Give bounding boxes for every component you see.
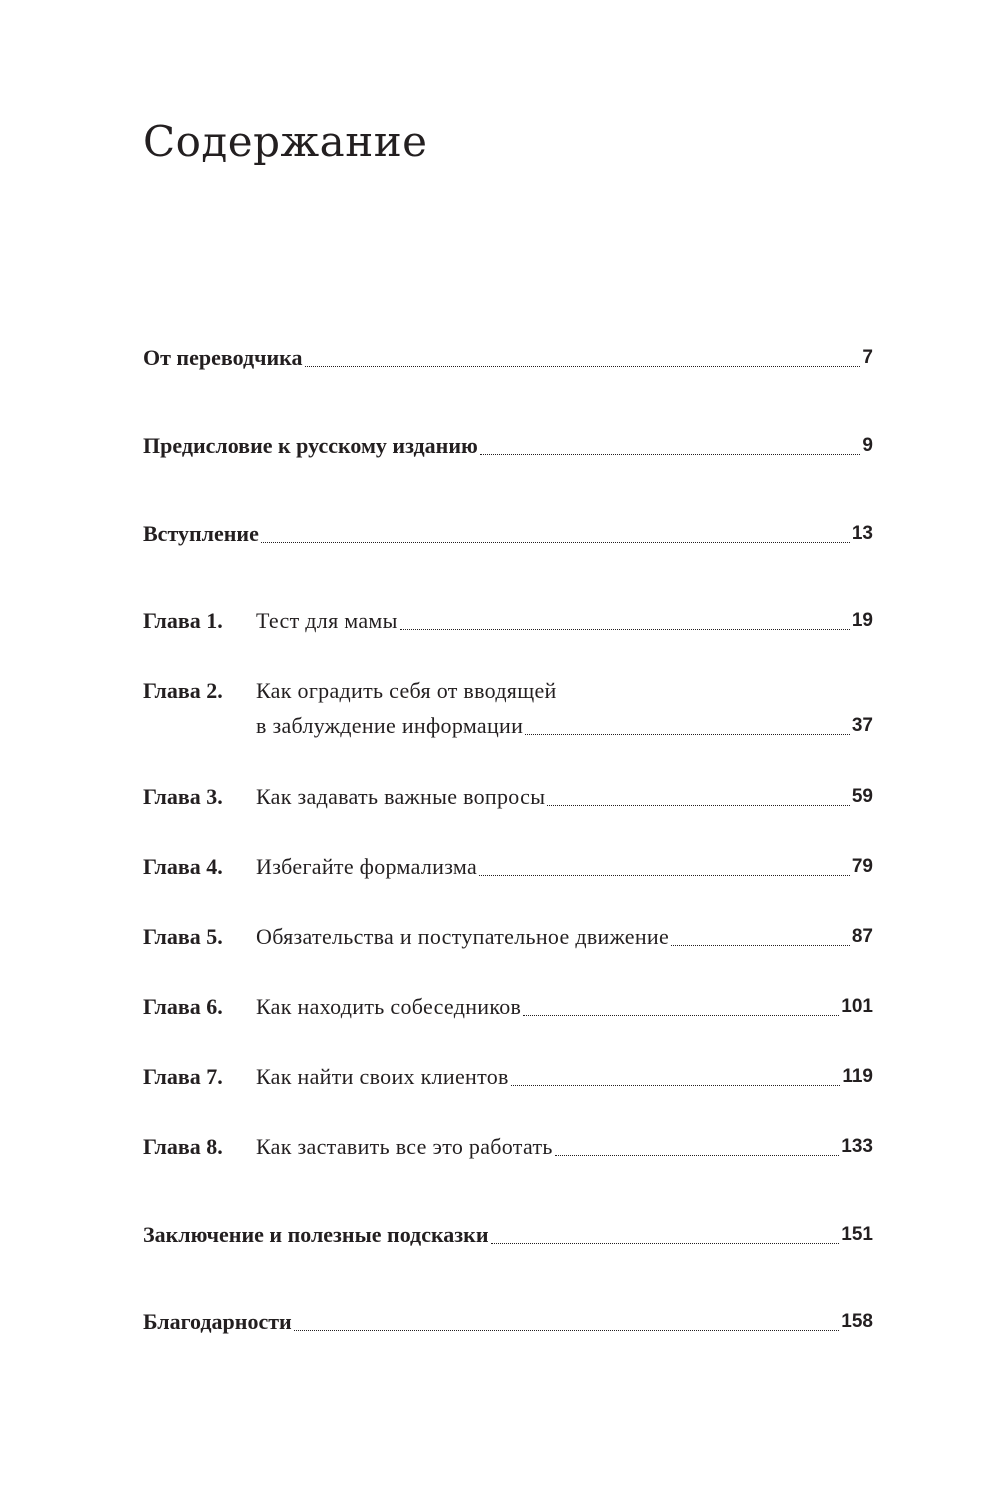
toc-entry-title: Как заставить все это работать — [256, 1134, 553, 1159]
chapter-label: Глава 1. — [143, 608, 223, 633]
chapter-label: Глава 2. — [143, 678, 223, 703]
toc-entry-title: Как находить собеседников — [256, 994, 522, 1019]
toc-entry-title: Как задавать важные вопросы — [256, 784, 546, 809]
toc-entry-chapter-4[interactable] — [143, 852, 873, 882]
dot-leader — [511, 1085, 841, 1086]
toc-entry-title-block — [256, 676, 873, 741]
dot-leader — [491, 1243, 840, 1244]
dot-leader — [555, 1155, 840, 1156]
toc-entry-thanks[interactable] — [143, 1307, 873, 1337]
toc-page-number: 13 — [851, 523, 873, 544]
chapter-label: Глава 5. — [143, 924, 223, 949]
toc-entry-title: Как найти своих клиентов — [256, 1064, 509, 1089]
toc-page-number: 119 — [842, 1066, 873, 1087]
toc-entry-preface[interactable] — [143, 431, 873, 461]
toc-entry-intro[interactable] — [143, 519, 873, 549]
dot-leader — [523, 1015, 839, 1016]
toc-page-number: 19 — [851, 610, 873, 631]
toc-entry-conclusion[interactable] — [143, 1220, 873, 1250]
toc-entry-translator[interactable] — [143, 343, 873, 373]
toc-entry-title: Благодарности — [143, 1309, 292, 1334]
toc-page-number: 37 — [851, 715, 873, 736]
toc-entry-title-line-1: Как оградить себя от вводящей — [256, 678, 557, 703]
toc-entry-chapter-5[interactable] — [143, 922, 873, 952]
chapter-label: Глава 4. — [143, 854, 223, 879]
toc-page-number: 59 — [851, 786, 873, 807]
page-title: Содержание — [143, 117, 428, 166]
toc-page-number: 9 — [862, 435, 873, 456]
toc-entry-title: Тест для мамы — [256, 608, 398, 633]
toc-entry-chapter-3[interactable] — [143, 782, 873, 812]
toc-entry-title: Обязательства и поступательное движение — [256, 924, 670, 949]
dot-leader — [525, 734, 850, 735]
toc-page-number: 151 — [841, 1224, 873, 1245]
chapter-label: Глава 8. — [143, 1134, 223, 1159]
dot-leader — [547, 805, 850, 806]
toc-entry-chapter-2[interactable] — [143, 676, 873, 741]
dot-leader — [400, 629, 850, 630]
toc-entry-chapter-7[interactable] — [143, 1062, 873, 1092]
dot-leader — [261, 542, 850, 543]
chapter-label: Глава 3. — [143, 784, 223, 809]
toc-entry-title: Предисловие к русскому изданию — [143, 433, 478, 458]
toc-entry-title: Избегайте формализма — [256, 854, 478, 879]
toc-page-number: 7 — [862, 347, 873, 368]
toc-page-number: 101 — [841, 996, 873, 1017]
dot-leader — [305, 366, 861, 367]
toc-page-number: 87 — [851, 926, 873, 947]
toc-page-number: 158 — [841, 1311, 873, 1332]
chapter-label: Глава 7. — [143, 1064, 223, 1089]
toc-entry-title-line-2: в заблуждение информации — [256, 713, 524, 738]
dot-leader — [480, 454, 861, 455]
toc-entry-chapter-6[interactable] — [143, 992, 873, 1022]
toc-entry-chapter-1[interactable] — [143, 606, 873, 636]
toc-page-number: 133 — [841, 1136, 873, 1157]
dot-leader — [671, 945, 850, 946]
toc-entry-chapter-8[interactable] — [143, 1132, 873, 1162]
dot-leader — [294, 1330, 840, 1331]
toc-page-number: 79 — [851, 856, 873, 877]
toc-entry-title: Вступление — [143, 521, 259, 546]
dot-leader — [479, 875, 850, 876]
toc-entry-title: От переводчика — [143, 345, 303, 370]
toc-entry-title-line-2-row — [256, 711, 873, 741]
toc-entry-title: Заключение и полезные подсказки — [143, 1222, 489, 1247]
chapter-label: Глава 6. — [143, 994, 223, 1019]
